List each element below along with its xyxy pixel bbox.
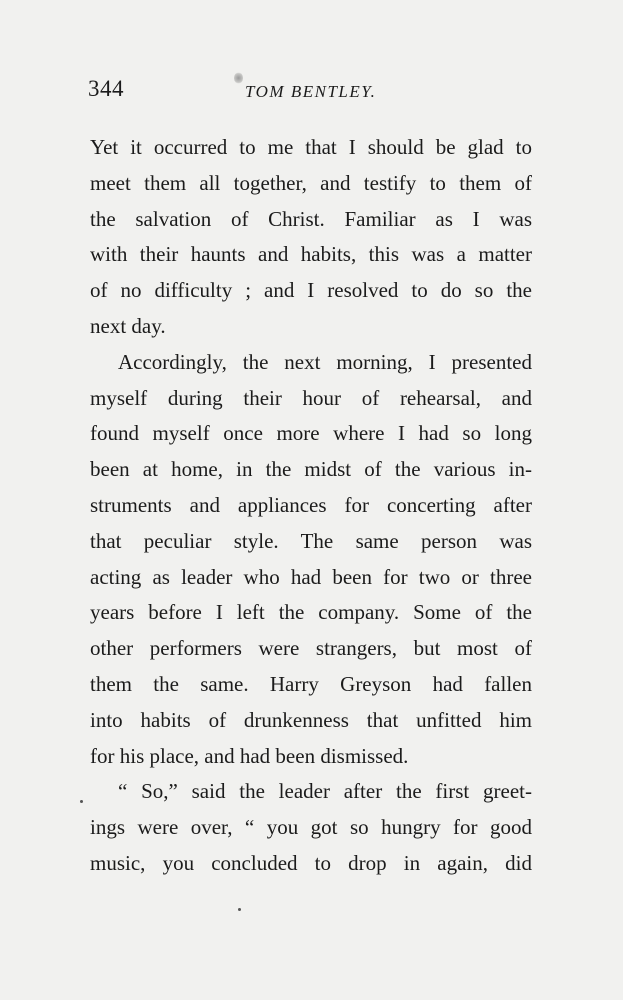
text-line: Accordingly, the next morning, I presented — [118, 349, 532, 374]
text-line: the salvation of Christ. Familiar as I was — [90, 206, 532, 231]
text-line: next day. — [90, 313, 166, 338]
print-speck — [238, 908, 241, 911]
text-line: years before I left the company. Some of the — [90, 600, 532, 625]
text-line: found myself once more where I had so long — [90, 421, 532, 446]
text-line: “ So,” said the leader after the first greet- — [118, 779, 532, 804]
print-speck — [80, 800, 83, 803]
text-line: them the same. Harry Greyson had fallen — [90, 671, 532, 696]
text-line: for his place, and had been dismissed. — [90, 743, 409, 768]
text-line: with their haunts and habits, this was a matter — [90, 242, 532, 267]
text-line: Yet it occurred to me that I should be glad to — [90, 135, 532, 159]
body-text — [90, 130, 532, 882]
running-title: TOM BENTLEY. — [245, 82, 377, 101]
text-line: other performers were strangers, but most of — [90, 636, 532, 661]
text-line: of no difficulty ; and I resolved to do so the — [90, 278, 532, 303]
page-number: 344 — [88, 76, 124, 101]
ink-speck — [234, 72, 243, 84]
text-line: acting as leader who had been for two or three — [90, 564, 532, 589]
text-line: meet them all together, and testify to them of — [90, 170, 532, 195]
text-line: struments and appliances for concerting after — [90, 492, 532, 517]
text-line: been at home, in the midst of the various in- — [90, 457, 532, 482]
text-line: that peculiar style. The same person was — [90, 528, 532, 553]
text-line: into habits of drunkenness that unfitted him — [90, 707, 532, 732]
running-head — [88, 76, 528, 108]
text-line: ings were over, “ you got so hungry for good — [90, 815, 532, 840]
text-line: myself during their hour of rehearsal, and — [90, 385, 532, 410]
text-line: music, you concluded to drop in again, did — [90, 850, 532, 875]
